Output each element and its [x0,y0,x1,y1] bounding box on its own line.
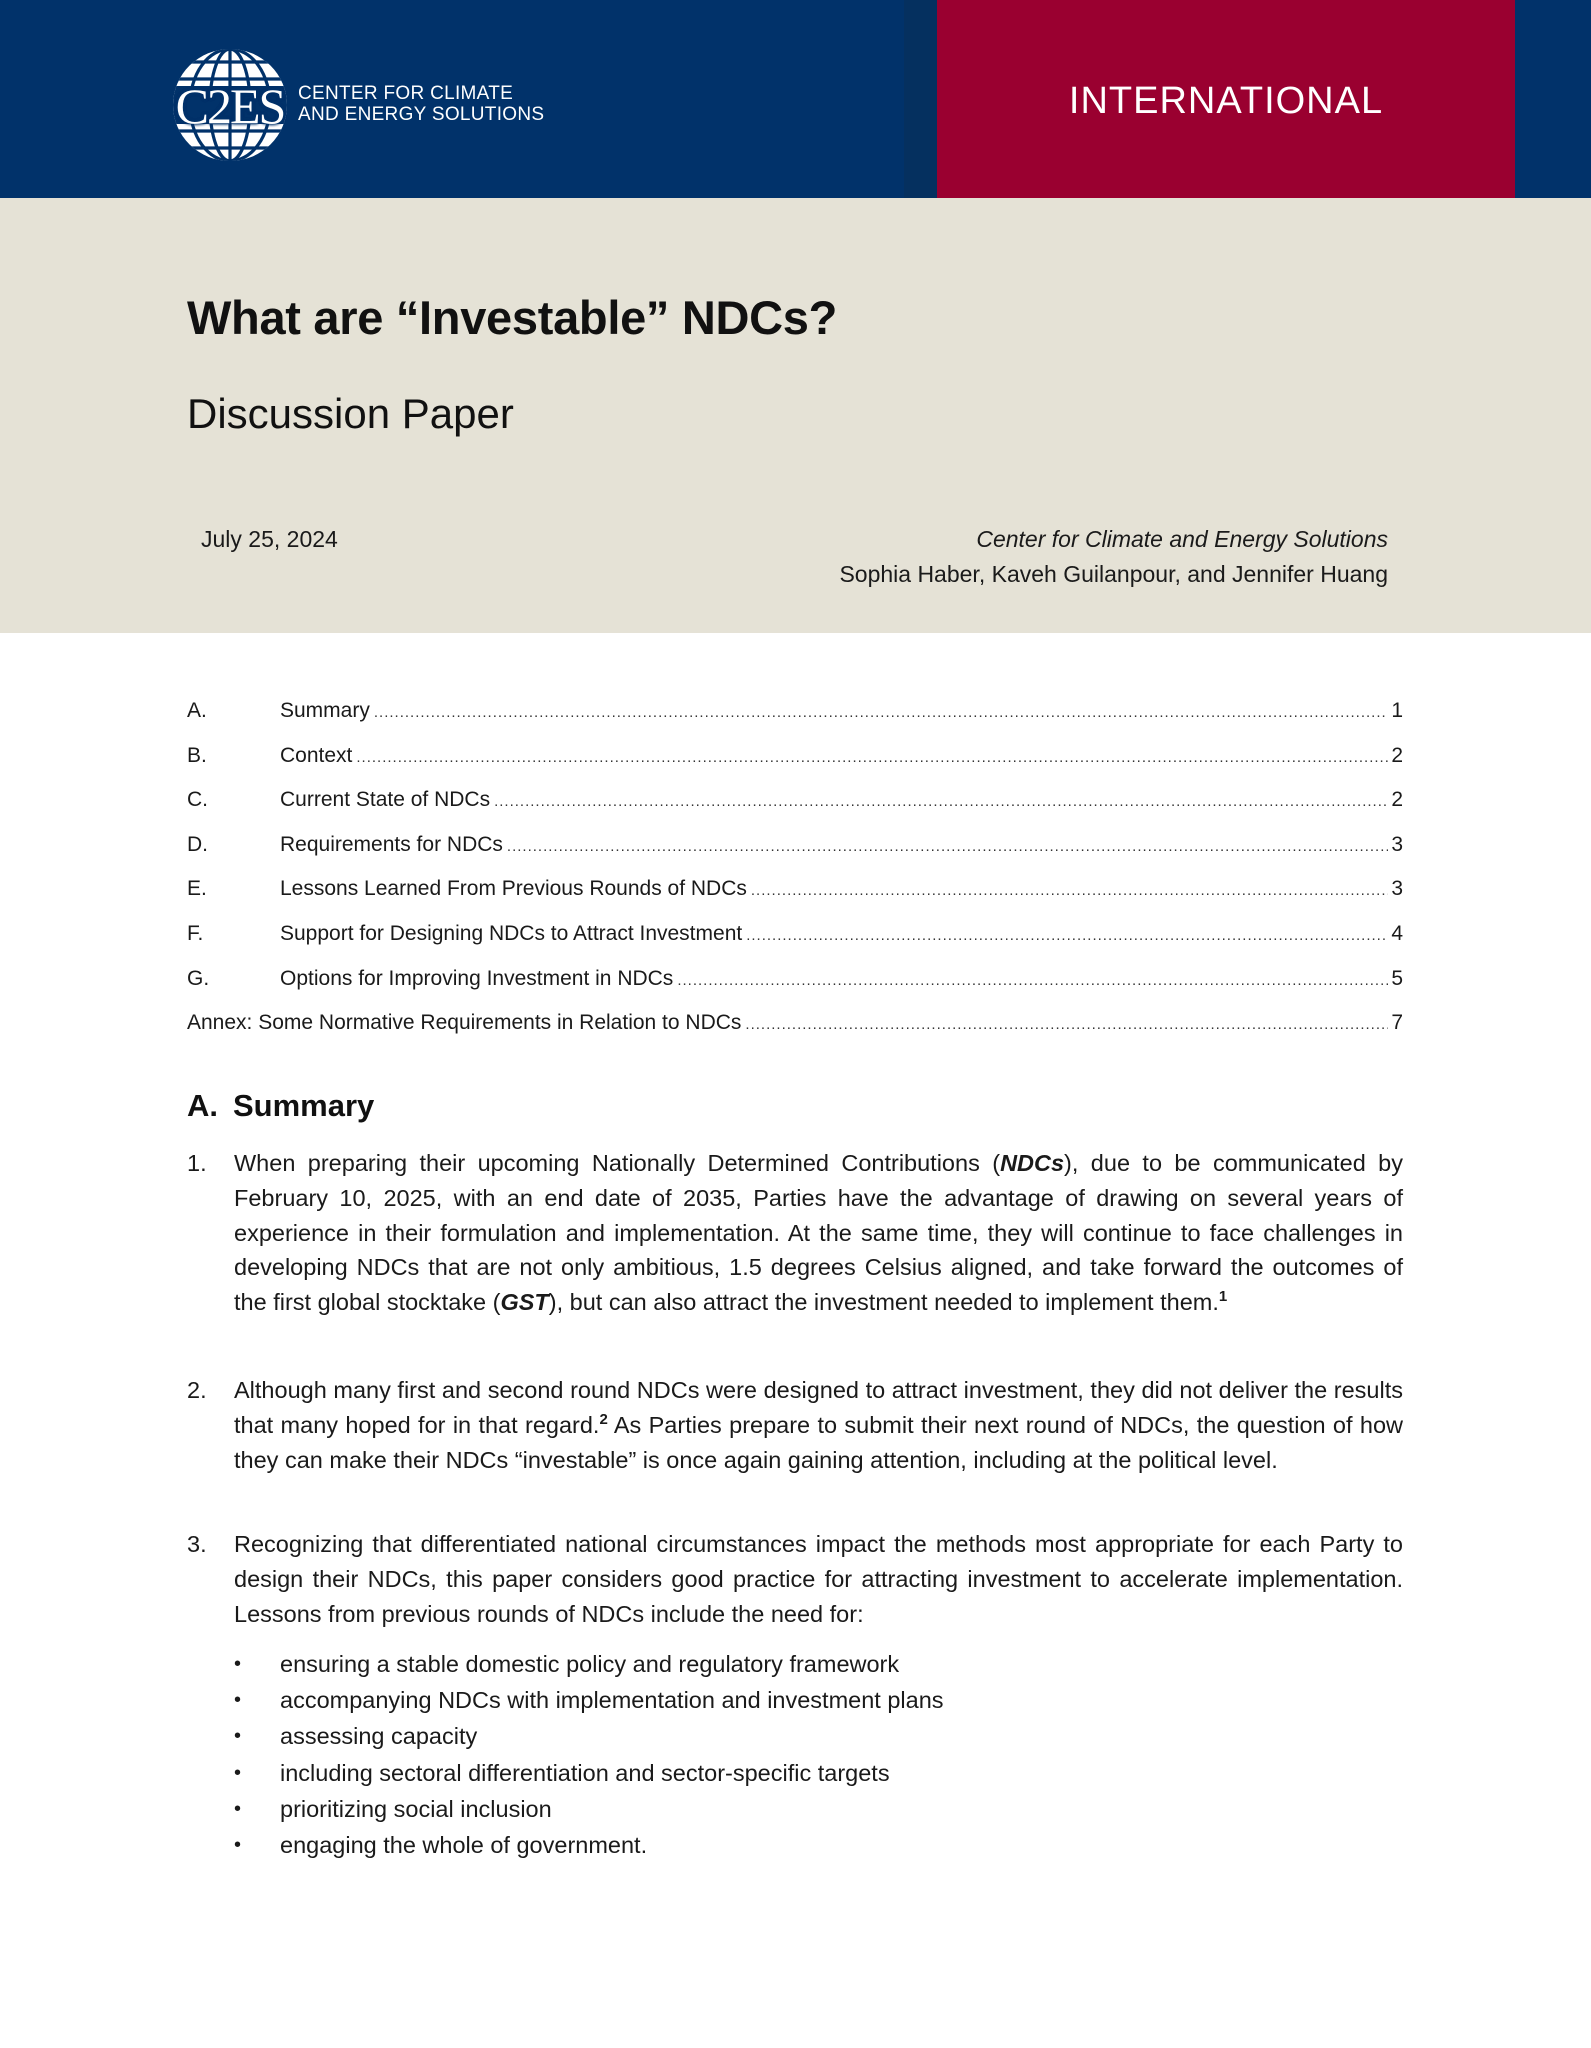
list-item [234,1682,1384,1718]
section-label: INTERNATIONAL [1068,80,1384,122]
bullet-icon: • [234,1834,242,1857]
lessons-bullet-list [234,1646,1384,1863]
text-run: Although many first and second round NDCs were designed to attract investment, they did not deliver the results that many hoped for in that regard. [234,1377,1403,1438]
toc-letter: B. [187,743,207,767]
paragraph-number: 3. [187,1531,207,1557]
header-banner [0,0,1591,198]
toc-leader [745,1011,1388,1039]
toc-entry-annex[interactable] [187,1009,1403,1054]
defined-term-ndcs: NDCs [1000,1150,1065,1176]
text-run: When preparing their upcoming Nationally Determined Contributions ( [234,1150,1001,1176]
toc-title[interactable]: Options for Improving Investment in NDCs [280,965,677,993]
list-item [234,1755,1384,1791]
footnote-ref-1[interactable]: 1 [1218,1288,1228,1306]
toc-leader [494,788,1388,816]
organization-name: Center for Climate and Energy Solutions [976,526,1388,552]
toc-page-number[interactable]: 5 [1391,966,1403,990]
toc-leader [677,967,1388,995]
toc-leader [746,922,1388,950]
toc-title[interactable]: Summary [280,697,374,725]
toc-title[interactable]: Support for Designing NDCs to Attract Investment [280,920,746,948]
paragraph-number: 1. [187,1150,207,1176]
header-divider-strip [904,0,937,198]
bullet-icon: • [234,1689,242,1712]
bullet-icon: • [234,1653,242,1675]
list-item [234,1827,1384,1863]
logo-org-name [298,83,544,125]
defined-term-gst: GST [500,1289,549,1316]
list-item-text: engaging the whole of government. [280,1832,648,1859]
toc-title[interactable]: Current State of NDCs [280,786,494,814]
bullet-icon: • [234,1797,242,1820]
toc-entry-context[interactable] [187,742,1403,787]
toc-letter: F. [187,921,204,945]
paragraph-text: Recognizing that differentiated national circumstances impact the methods most appropriate for each Party to design their NDCs, this paper considers good practice for attracting investment to accelerate implementation. Lessons from previous rounds of NDCs include the need for: [234,1531,1403,1627]
toc-title[interactable]: Requirements for NDCs [280,831,507,859]
toc-title[interactable]: Annex: Some Normative Requirements in Relation to NDCs [187,1009,745,1037]
toc-letter: E. [187,877,207,901]
toc-leader [751,877,1388,905]
toc-page-number[interactable]: 3 [1391,832,1403,856]
toc-entry-current-state[interactable] [187,786,1403,831]
toc-page-number[interactable]: 4 [1391,921,1403,945]
publication-date: July 25, 2024 [201,526,338,552]
list-item-text: accompanying NDCs with implementation and investment plans [280,1687,944,1714]
footnote-ref-2[interactable]: 2 [599,1410,608,1428]
paragraph-text [234,1146,1403,1320]
text-run: ), but can also attract the investment needed to implement them. [548,1289,1219,1316]
toc-letter: D. [187,832,208,856]
toc-page-number[interactable]: 1 [1391,699,1403,722]
toc-title[interactable]: Lessons Learned From Previous Rounds of NDCs [280,875,751,903]
section-heading-summary [187,1088,374,1124]
toc-page-number[interactable]: 3 [1391,877,1403,901]
paragraph-3 [187,1527,1403,1631]
paragraph-1 [187,1146,1403,1320]
toc-title[interactable]: Context [280,742,356,770]
logo-name-line2: AND ENERGY SOLUTIONS [298,104,545,125]
toc-page-number[interactable]: 2 [1391,743,1403,767]
list-item [234,1791,1384,1827]
bullet-icon: • [234,1725,242,1748]
list-item-text: prioritizing social inclusion [280,1795,552,1822]
text-run: ), due to be communicated by February 10, 2025, with an end date of 2035, Parties have the advantage of drawing on several years of experience in their formulation and implementation. At the same time, they will continue to face challenges in developing NDCs that are not only ambitious, 1.5 degrees Celsius aligned, and take forward the outcomes of the first global stocktake ( [234,1150,1403,1316]
toc-entry-summary[interactable] [187,697,1403,742]
toc-entry-lessons-learned[interactable] [187,875,1403,920]
toc-letter: G. [187,966,210,990]
list-item [234,1646,1384,1682]
logo-mark: C2ES [175,78,285,134]
list-item-text: ensuring a stable domestic policy and regulatory framework [280,1651,900,1677]
paragraph-number: 2. [187,1377,207,1403]
authors: Sophia Haber, Kaveh Guilanpour, and Jennifer Huang [839,561,1388,587]
section-title: Summary [233,1088,375,1123]
toc-entry-requirements[interactable] [187,831,1403,876]
c2es-logo [170,48,590,163]
document-subtitle: Discussion Paper [187,390,514,437]
list-item-text: assessing capacity [280,1723,478,1750]
toc-page-number[interactable]: 7 [1391,1011,1403,1035]
section-number: A. [187,1088,218,1123]
table-of-contents [187,697,1403,1054]
toc-leader [507,833,1388,861]
toc-entry-support[interactable] [187,920,1403,965]
logo-name-line1: CENTER FOR CLIMATE [298,83,514,104]
paragraph-text [234,1373,1403,1477]
text-run: As Parties prepare to submit their next round of NDCs, the question of how they can make their NDCs “investable” is once again gaining attention, including at the political level. [234,1411,1403,1473]
bullet-icon: • [234,1761,242,1784]
toc-entry-options[interactable] [187,965,1403,1010]
toc-letter: A. [187,699,207,722]
paragraph-2 [187,1373,1403,1477]
toc-leader [356,744,1388,772]
section-label-block [937,0,1515,198]
list-item [234,1718,1384,1754]
document-title: What are “Investable” NDCs? [187,291,838,344]
list-item-text: including sectoral differentiation and sector-specific targets [280,1759,890,1786]
toc-leader [374,699,1388,727]
toc-letter: C. [187,788,208,812]
toc-page-number[interactable]: 2 [1391,788,1403,812]
